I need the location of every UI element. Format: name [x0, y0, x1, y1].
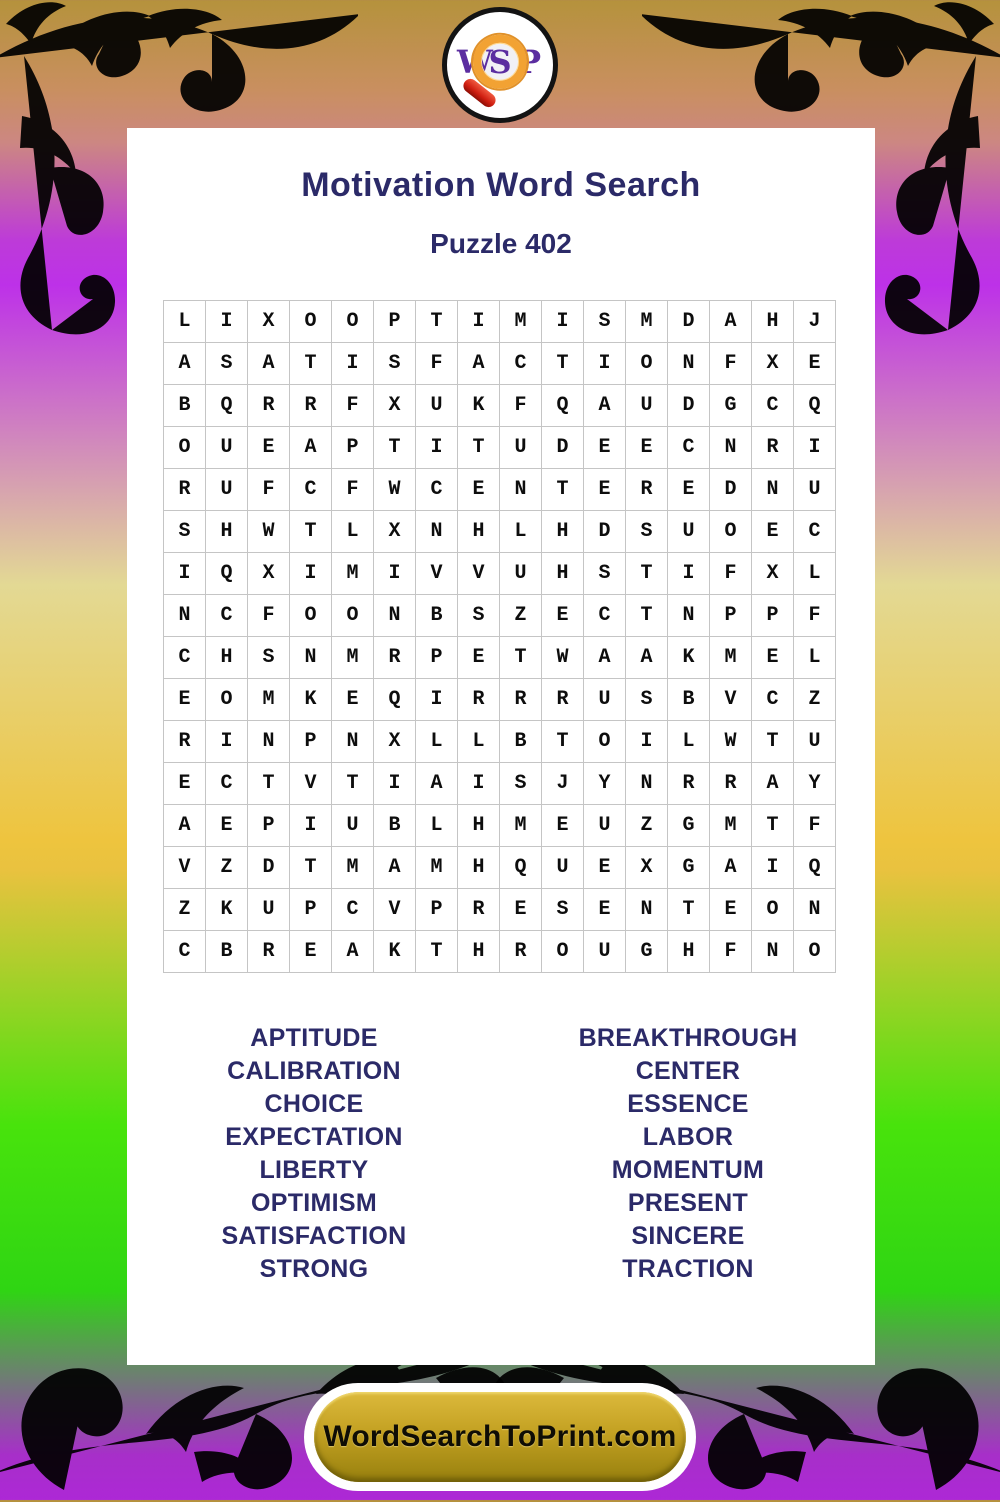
grid-cell: F — [332, 385, 374, 427]
grid-cell: C — [752, 385, 794, 427]
grid-cell: Z — [206, 847, 248, 889]
grid-cell: B — [416, 595, 458, 637]
grid-cell: A — [458, 343, 500, 385]
grid-cell: E — [500, 889, 542, 931]
grid-cell: T — [374, 427, 416, 469]
grid-cell: P — [332, 427, 374, 469]
grid-cell: B — [668, 679, 710, 721]
grid-cell: I — [164, 553, 206, 595]
grid-cell: X — [752, 343, 794, 385]
word-list — [127, 1022, 875, 1286]
grid-cell: T — [752, 805, 794, 847]
grid-cell: T — [626, 553, 668, 595]
grid-cell: K — [458, 385, 500, 427]
grid-cell: J — [794, 301, 836, 343]
grid-cell: H — [668, 931, 710, 973]
grid-cell: G — [710, 385, 752, 427]
grid-cell: S — [584, 553, 626, 595]
grid-cell: N — [752, 469, 794, 511]
grid-cell: A — [290, 427, 332, 469]
grid-cell: T — [416, 931, 458, 973]
grid-cell: R — [710, 763, 752, 805]
grid-cell: P — [710, 595, 752, 637]
grid-cell: F — [710, 343, 752, 385]
grid-cell: O — [332, 301, 374, 343]
grid-cell: Q — [206, 385, 248, 427]
grid-cell: M — [332, 637, 374, 679]
grid-cell: U — [584, 679, 626, 721]
grid-cell: Y — [584, 763, 626, 805]
grid-cell: R — [164, 721, 206, 763]
grid-cell: R — [458, 679, 500, 721]
grid-cell: D — [668, 385, 710, 427]
grid-cell: E — [542, 805, 584, 847]
grid-cell: U — [794, 469, 836, 511]
grid-cell: K — [668, 637, 710, 679]
grid-cell: T — [500, 637, 542, 679]
grid-cell: R — [290, 385, 332, 427]
grid-cell: E — [458, 469, 500, 511]
wsp-logo — [442, 7, 558, 123]
grid-cell: E — [710, 889, 752, 931]
grid-cell: F — [500, 385, 542, 427]
grid-cell: P — [248, 805, 290, 847]
grid-cell: A — [416, 763, 458, 805]
grid-cell: F — [794, 595, 836, 637]
grid-cell: S — [164, 511, 206, 553]
grid-cell: N — [626, 889, 668, 931]
grid-cell: P — [290, 721, 332, 763]
grid-cell: C — [668, 427, 710, 469]
grid-cell: U — [248, 889, 290, 931]
word-item: TRACTION — [622, 1255, 754, 1283]
grid-cell: E — [164, 763, 206, 805]
grid-cell: C — [206, 763, 248, 805]
grid-cell: I — [584, 343, 626, 385]
grid-cell: O — [626, 343, 668, 385]
puzzle-number: Puzzle 402 — [430, 228, 572, 259]
grid-cell: A — [584, 385, 626, 427]
grid-cell: T — [542, 469, 584, 511]
grid-cell: G — [626, 931, 668, 973]
grid-cell: O — [290, 595, 332, 637]
grid-cell: A — [710, 301, 752, 343]
grid-cell: E — [752, 511, 794, 553]
grid-cell: U — [584, 805, 626, 847]
grid-cell: L — [794, 553, 836, 595]
grid-cell: H — [458, 931, 500, 973]
word-item: STRONG — [259, 1255, 369, 1283]
grid-cell: O — [332, 595, 374, 637]
grid-cell: N — [248, 721, 290, 763]
grid-cell: F — [332, 469, 374, 511]
page-title: Motivation Word Search — [301, 166, 701, 204]
word-item: SINCERE — [631, 1222, 745, 1250]
grid-cell: T — [290, 343, 332, 385]
site-link-label: WordSearchToPrint.com — [323, 1420, 677, 1453]
grid-cell: E — [584, 889, 626, 931]
grid-cell: I — [416, 679, 458, 721]
grid-cell: C — [752, 679, 794, 721]
grid-cell: V — [710, 679, 752, 721]
grid-cell: G — [668, 805, 710, 847]
grid-cell: B — [206, 931, 248, 973]
grid-cell: I — [206, 301, 248, 343]
site-link-button[interactable] — [314, 1392, 686, 1482]
word-item: APTITUDE — [250, 1024, 378, 1052]
grid-cell: C — [500, 343, 542, 385]
grid-cell: E — [206, 805, 248, 847]
grid-cell: B — [374, 805, 416, 847]
grid-cell: P — [416, 637, 458, 679]
grid-cell: N — [710, 427, 752, 469]
grid-cell: O — [206, 679, 248, 721]
grid-cell: W — [710, 721, 752, 763]
grid-cell: X — [248, 301, 290, 343]
grid-cell: M — [248, 679, 290, 721]
grid-cell: P — [752, 595, 794, 637]
grid-cell: U — [416, 385, 458, 427]
grid-cell: L — [500, 511, 542, 553]
word-item: CALIBRATION — [227, 1057, 401, 1085]
grid-cell: E — [542, 595, 584, 637]
grid-cell: U — [584, 931, 626, 973]
grid-cell: Y — [794, 763, 836, 805]
grid-cell: H — [752, 301, 794, 343]
grid-cell: T — [290, 511, 332, 553]
grid-cell: R — [458, 889, 500, 931]
grid-cell: M — [626, 301, 668, 343]
grid-cell: U — [668, 511, 710, 553]
grid-cell: H — [542, 511, 584, 553]
grid-cell: A — [164, 343, 206, 385]
grid-cell: I — [374, 763, 416, 805]
grid-cell: S — [626, 679, 668, 721]
grid-cell: A — [332, 931, 374, 973]
grid-cell: H — [458, 847, 500, 889]
grid-cell: M — [416, 847, 458, 889]
logo-letter-p: P — [516, 42, 541, 81]
grid-cell: I — [458, 301, 500, 343]
grid-cell: C — [164, 637, 206, 679]
words-col-left — [127, 1022, 501, 1286]
grid-cell: O — [752, 889, 794, 931]
grid-cell: F — [248, 595, 290, 637]
grid-cell: X — [374, 511, 416, 553]
grid-cell: O — [584, 721, 626, 763]
grid-cell: E — [164, 679, 206, 721]
grid-cell: I — [332, 343, 374, 385]
grid-cell: T — [626, 595, 668, 637]
grid-cell: Q — [542, 385, 584, 427]
grid-cell: P — [374, 301, 416, 343]
grid-cell: R — [500, 931, 542, 973]
grid-cell: A — [752, 763, 794, 805]
grid-cell: F — [248, 469, 290, 511]
grid-cell: I — [374, 553, 416, 595]
grid-cell: E — [584, 847, 626, 889]
grid-cell: T — [752, 721, 794, 763]
grid-cell: I — [668, 553, 710, 595]
grid-cell: N — [374, 595, 416, 637]
grid-cell: A — [626, 637, 668, 679]
grid-cell: V — [458, 553, 500, 595]
grid-cell: L — [164, 301, 206, 343]
word-item: EXPECTATION — [225, 1123, 403, 1151]
grid-cell: U — [206, 469, 248, 511]
grid-cell: I — [290, 805, 332, 847]
grid-cell: X — [752, 553, 794, 595]
grid-cell: L — [332, 511, 374, 553]
grid-cell: W — [248, 511, 290, 553]
grid-cell: Q — [374, 679, 416, 721]
grid-cell: I — [794, 427, 836, 469]
word-item: MOMENTUM — [611, 1156, 765, 1184]
grid-cell: E — [458, 637, 500, 679]
logo-letter-s: S — [488, 42, 512, 81]
word-item: OPTIMISM — [250, 1189, 377, 1217]
grid-cell: G — [668, 847, 710, 889]
grid-cell: A — [710, 847, 752, 889]
grid-cell: J — [542, 763, 584, 805]
footer-pill — [304, 1383, 696, 1491]
grid-cell: F — [416, 343, 458, 385]
puzzle-card — [127, 128, 875, 1365]
grid-cell: S — [626, 511, 668, 553]
grid-cell: D — [668, 301, 710, 343]
magnifier-ring-icon — [473, 35, 527, 89]
grid-cell: T — [542, 721, 584, 763]
grid-cell: Q — [794, 847, 836, 889]
puzzle-grid — [163, 300, 836, 973]
word-item: LABOR — [642, 1123, 734, 1151]
grid-cell: C — [416, 469, 458, 511]
word-item: BREAKTHROUGH — [578, 1024, 798, 1052]
grid-cell: N — [416, 511, 458, 553]
grid-cell: R — [248, 931, 290, 973]
grid-cell: H — [458, 511, 500, 553]
grid-cell: S — [458, 595, 500, 637]
grid-cell: M — [500, 805, 542, 847]
grid-cell: T — [332, 763, 374, 805]
grid-cell: I — [458, 763, 500, 805]
grid-cell: E — [248, 427, 290, 469]
grid-cell: E — [668, 469, 710, 511]
grid-cell: T — [542, 343, 584, 385]
grid-cell: F — [794, 805, 836, 847]
grid-cell: S — [248, 637, 290, 679]
grid-cell: K — [374, 931, 416, 973]
grid-cell: M — [710, 637, 752, 679]
word-item: LIBERTY — [259, 1156, 369, 1184]
grid-cell: U — [626, 385, 668, 427]
grid-cell: T — [458, 427, 500, 469]
grid-cell: C — [794, 511, 836, 553]
grid-cell: N — [290, 637, 332, 679]
grid-cell: R — [542, 679, 584, 721]
grid-cell: V — [374, 889, 416, 931]
grid-cell: S — [500, 763, 542, 805]
grid-cell: R — [374, 637, 416, 679]
words-col-right — [501, 1022, 875, 1286]
grid-cell: F — [710, 931, 752, 973]
grid-cell: L — [668, 721, 710, 763]
grid-cell: U — [206, 427, 248, 469]
grid-cell: N — [668, 343, 710, 385]
grid-cell: U — [500, 553, 542, 595]
grid-cell: R — [164, 469, 206, 511]
grid-cell: A — [374, 847, 416, 889]
grid-cell: M — [332, 847, 374, 889]
grid-cell: D — [584, 511, 626, 553]
grid-cell: I — [542, 301, 584, 343]
grid-cell: L — [458, 721, 500, 763]
grid-cell: A — [248, 343, 290, 385]
grid-cell: N — [332, 721, 374, 763]
grid-cell: X — [374, 385, 416, 427]
grid-cell: C — [206, 595, 248, 637]
grid-cell: H — [458, 805, 500, 847]
grid-cell: R — [626, 469, 668, 511]
grid-cell: M — [500, 301, 542, 343]
logo-letter-w: W — [457, 42, 493, 81]
grid-cell: X — [374, 721, 416, 763]
grid-cell: E — [332, 679, 374, 721]
grid-cell: T — [248, 763, 290, 805]
grid-cell: N — [164, 595, 206, 637]
grid-cell: U — [500, 427, 542, 469]
grid-cell: M — [710, 805, 752, 847]
grid-cell: I — [290, 553, 332, 595]
grid-cell: M — [332, 553, 374, 595]
grid-cell: S — [542, 889, 584, 931]
grid-cell: O — [542, 931, 584, 973]
grid-cell: E — [584, 427, 626, 469]
word-item: ESSENCE — [627, 1090, 749, 1118]
grid-cell: N — [794, 889, 836, 931]
grid-cell: Z — [500, 595, 542, 637]
grid-cell: D — [710, 469, 752, 511]
grid-cell: Q — [794, 385, 836, 427]
grid-cell: R — [752, 427, 794, 469]
grid-cell: R — [500, 679, 542, 721]
grid-cell: U — [794, 721, 836, 763]
grid-cell: Z — [626, 805, 668, 847]
word-item: SATISFACTION — [221, 1222, 407, 1250]
grid-cell: L — [794, 637, 836, 679]
grid-cell: K — [290, 679, 332, 721]
grid-cell: O — [794, 931, 836, 973]
grid-cell: O — [164, 427, 206, 469]
grid-cell: I — [752, 847, 794, 889]
grid-cell: L — [416, 721, 458, 763]
grid-cell: R — [248, 385, 290, 427]
grid-cell: B — [500, 721, 542, 763]
grid-cell: A — [584, 637, 626, 679]
grid-cell: S — [206, 343, 248, 385]
grid-cell: K — [206, 889, 248, 931]
grid-cell: D — [248, 847, 290, 889]
grid-cell: P — [416, 889, 458, 931]
grid-cell: V — [164, 847, 206, 889]
grid-cell: T — [290, 847, 332, 889]
grid-cell: I — [206, 721, 248, 763]
word-item: PRESENT — [627, 1189, 749, 1217]
grid-cell: C — [164, 931, 206, 973]
grid-cell: Q — [500, 847, 542, 889]
grid-cell: H — [206, 637, 248, 679]
grid-cell: L — [416, 805, 458, 847]
word-item: CENTER — [635, 1057, 741, 1085]
grid-cell: S — [584, 301, 626, 343]
grid-cell: X — [626, 847, 668, 889]
grid-cell: Z — [164, 889, 206, 931]
grid-cell: A — [164, 805, 206, 847]
grid-cell: V — [416, 553, 458, 595]
grid-cell: N — [668, 595, 710, 637]
grid-cell: C — [584, 595, 626, 637]
grid-cell: W — [374, 469, 416, 511]
grid-cell: C — [290, 469, 332, 511]
grid-cell: Q — [206, 553, 248, 595]
grid-cell: V — [290, 763, 332, 805]
grid-cell: U — [332, 805, 374, 847]
grid-cell: E — [626, 427, 668, 469]
grid-cell: U — [542, 847, 584, 889]
grid-cell: Z — [794, 679, 836, 721]
grid-cell: E — [290, 931, 332, 973]
grid-cell: N — [626, 763, 668, 805]
grid-cell: O — [290, 301, 332, 343]
grid-cell: B — [164, 385, 206, 427]
grid-cell: H — [542, 553, 584, 595]
grid-cell: I — [416, 427, 458, 469]
grid-cell: R — [668, 763, 710, 805]
grid-cell: N — [752, 931, 794, 973]
grid-cell: P — [290, 889, 332, 931]
grid-cell: F — [710, 553, 752, 595]
grid-cell: T — [416, 301, 458, 343]
grid-cell: D — [542, 427, 584, 469]
grid-cell: E — [794, 343, 836, 385]
grid-cell: O — [710, 511, 752, 553]
grid-cell: I — [626, 721, 668, 763]
grid-cell: N — [500, 469, 542, 511]
grid-cell: E — [584, 469, 626, 511]
grid-cell: T — [668, 889, 710, 931]
grid-cell: C — [332, 889, 374, 931]
grid-cell: X — [248, 553, 290, 595]
grid-cell: W — [542, 637, 584, 679]
grid-cell: H — [206, 511, 248, 553]
grid-cell: E — [752, 637, 794, 679]
grid-cell: S — [374, 343, 416, 385]
word-item: CHOICE — [264, 1090, 364, 1118]
